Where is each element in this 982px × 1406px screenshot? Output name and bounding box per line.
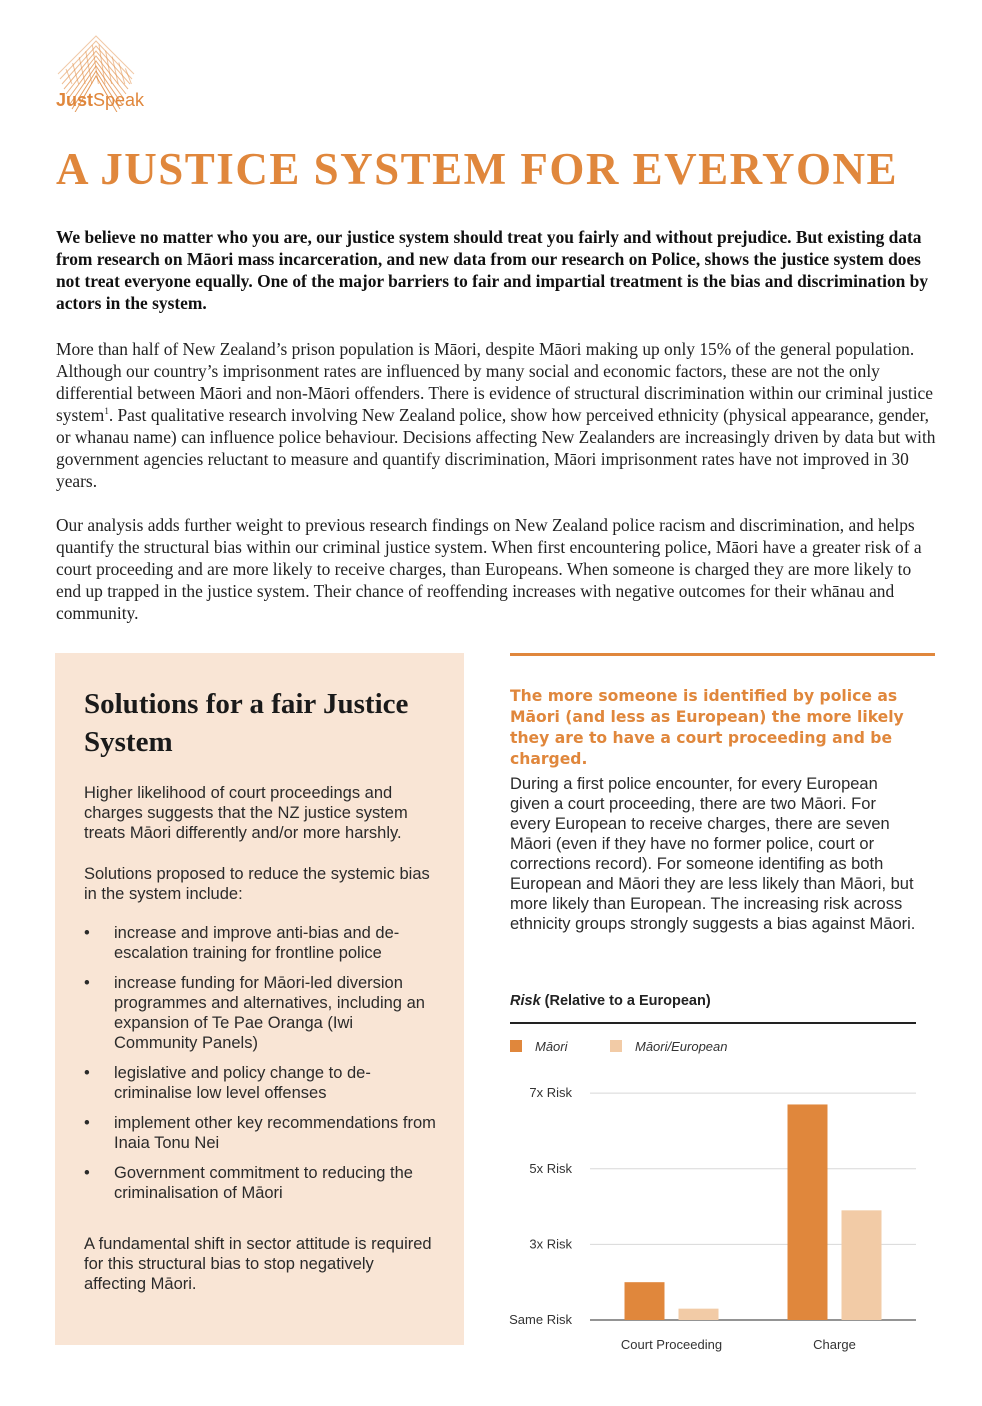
body-paragraph-2: Our analysis adds further weight to previous research findings on New Zealand police racism and discrimination, and helps quantify the structural bias within our criminal justice system. When first encountering police, Māori have a greater risk of a court proceeding and are more likely to receive charges, than Europeans. When someone is charged they are more likely to end up trapped in the justice system. Their chance of reoffending increases with negative outcomes for their whānau and community. [56,515,922,623]
bar-maori-european [679,1309,719,1320]
chart-title-rule [510,1022,916,1024]
bar-maori-european [842,1210,882,1320]
bar-maori [788,1104,828,1320]
legend-label: Māori [535,1039,568,1054]
solutions-proposed: Solutions proposed to reduce the systemic bias in the system include: [84,865,430,903]
section-divider [510,653,935,656]
lead-paragraph: We believe no matter who you are, our justice system should treat you fairly and without prejudice. But existing data from research on Māori mass incarceration, and new data from our research on Police, shows the justice system does not treat everyone equally. One of the major barriers to fair and impartial treatment is the bias and discrimination by actors in the system. [56,227,929,313]
legend-label: Māori/European [635,1039,728,1054]
finding-paragraph: During a first police encounter, for every European given a court proceeding, there are two Māori. For every European to receive charges, there are seven Māori (even if they have no former police, court or corrections record). For someone identifing as both European and Māori they are less likely than Māori, but more likely than European. The increasing risk across ethnicity groups strongly suggests a bias against Māori. [510,775,916,933]
list-item: • legislative and policy change to de-criminalise low level offenses [84,1064,371,1102]
list-item: • increase and improve anti-bias and de-escalation training for frontline police [84,924,400,962]
y-tick-label: Same Risk [509,1312,572,1327]
list-item: • Government commitment to reducing the criminalisation of Māori [84,1164,413,1202]
list-item: • implement other key recommendations from Inaia Tonu Nei [84,1114,436,1152]
list-item: • increase funding for Māori-led diversion programmes and alternatives, including an expansion of Te Pae Oranga (Iwi Community Panels) [84,974,425,1052]
chart-title: Risk (Relative to a European) [510,993,711,1009]
x-tick-label: Charge [813,1337,856,1352]
x-tick-label: Court Proceeding [620,1337,723,1352]
brand-name: JustSpeak [56,90,145,110]
solutions-heading: Solutions for a fair Justice System [84,688,409,758]
y-tick-label: 3x Risk [529,1236,572,1252]
y-tick-label: 5x Risk [529,1160,572,1176]
solutions-panel [55,653,464,1345]
page-title: A JUSTICE SYSTEM FOR EVERYONE [56,144,899,194]
callout-text: The more someone is identified by police as Māori (and less as European) the more likely they are to have a court proceeding and be charged. [510,687,904,768]
bar-maori [625,1282,665,1320]
legend-swatch [610,1040,622,1052]
risk-bar-chart [500,1030,930,1360]
legend-swatch [510,1040,522,1052]
solutions-list [84,923,439,1213]
solutions-closing: A fundamental shift in sector attitude is required for this structural bias to stop negatively affecting Māori. [84,1235,432,1293]
footnote-ref: 1 [104,406,109,417]
body-paragraph-1: More than half of New Zealand’s prison population is Māori, despite Māori making up only 15% of the general population. Although our country’s imprisonment rates are influenced by many social and economic factors, these are not the only differential between Māori and non-Māori offenders. There is evidence of structural discrimination within our criminal justice system$^1$. Past qualitative research involving New Zealand police, show how perceived ethnicity (physical appearance, gender, or whanau name) can influence police behaviour. Decisions affecting New Zealanders are increasingly driven by data but with government agencies reluctant to measure and quantify discrimination, Māori imprisonment rates have not improved in 30 years. [56,339,936,491]
y-tick-label: 7x Risk [529,1085,572,1101]
solutions-intro: Higher likelihood of court proceedings and charges suggests that the NZ justice system treats Māori differently and/or more harshly. [84,784,408,842]
